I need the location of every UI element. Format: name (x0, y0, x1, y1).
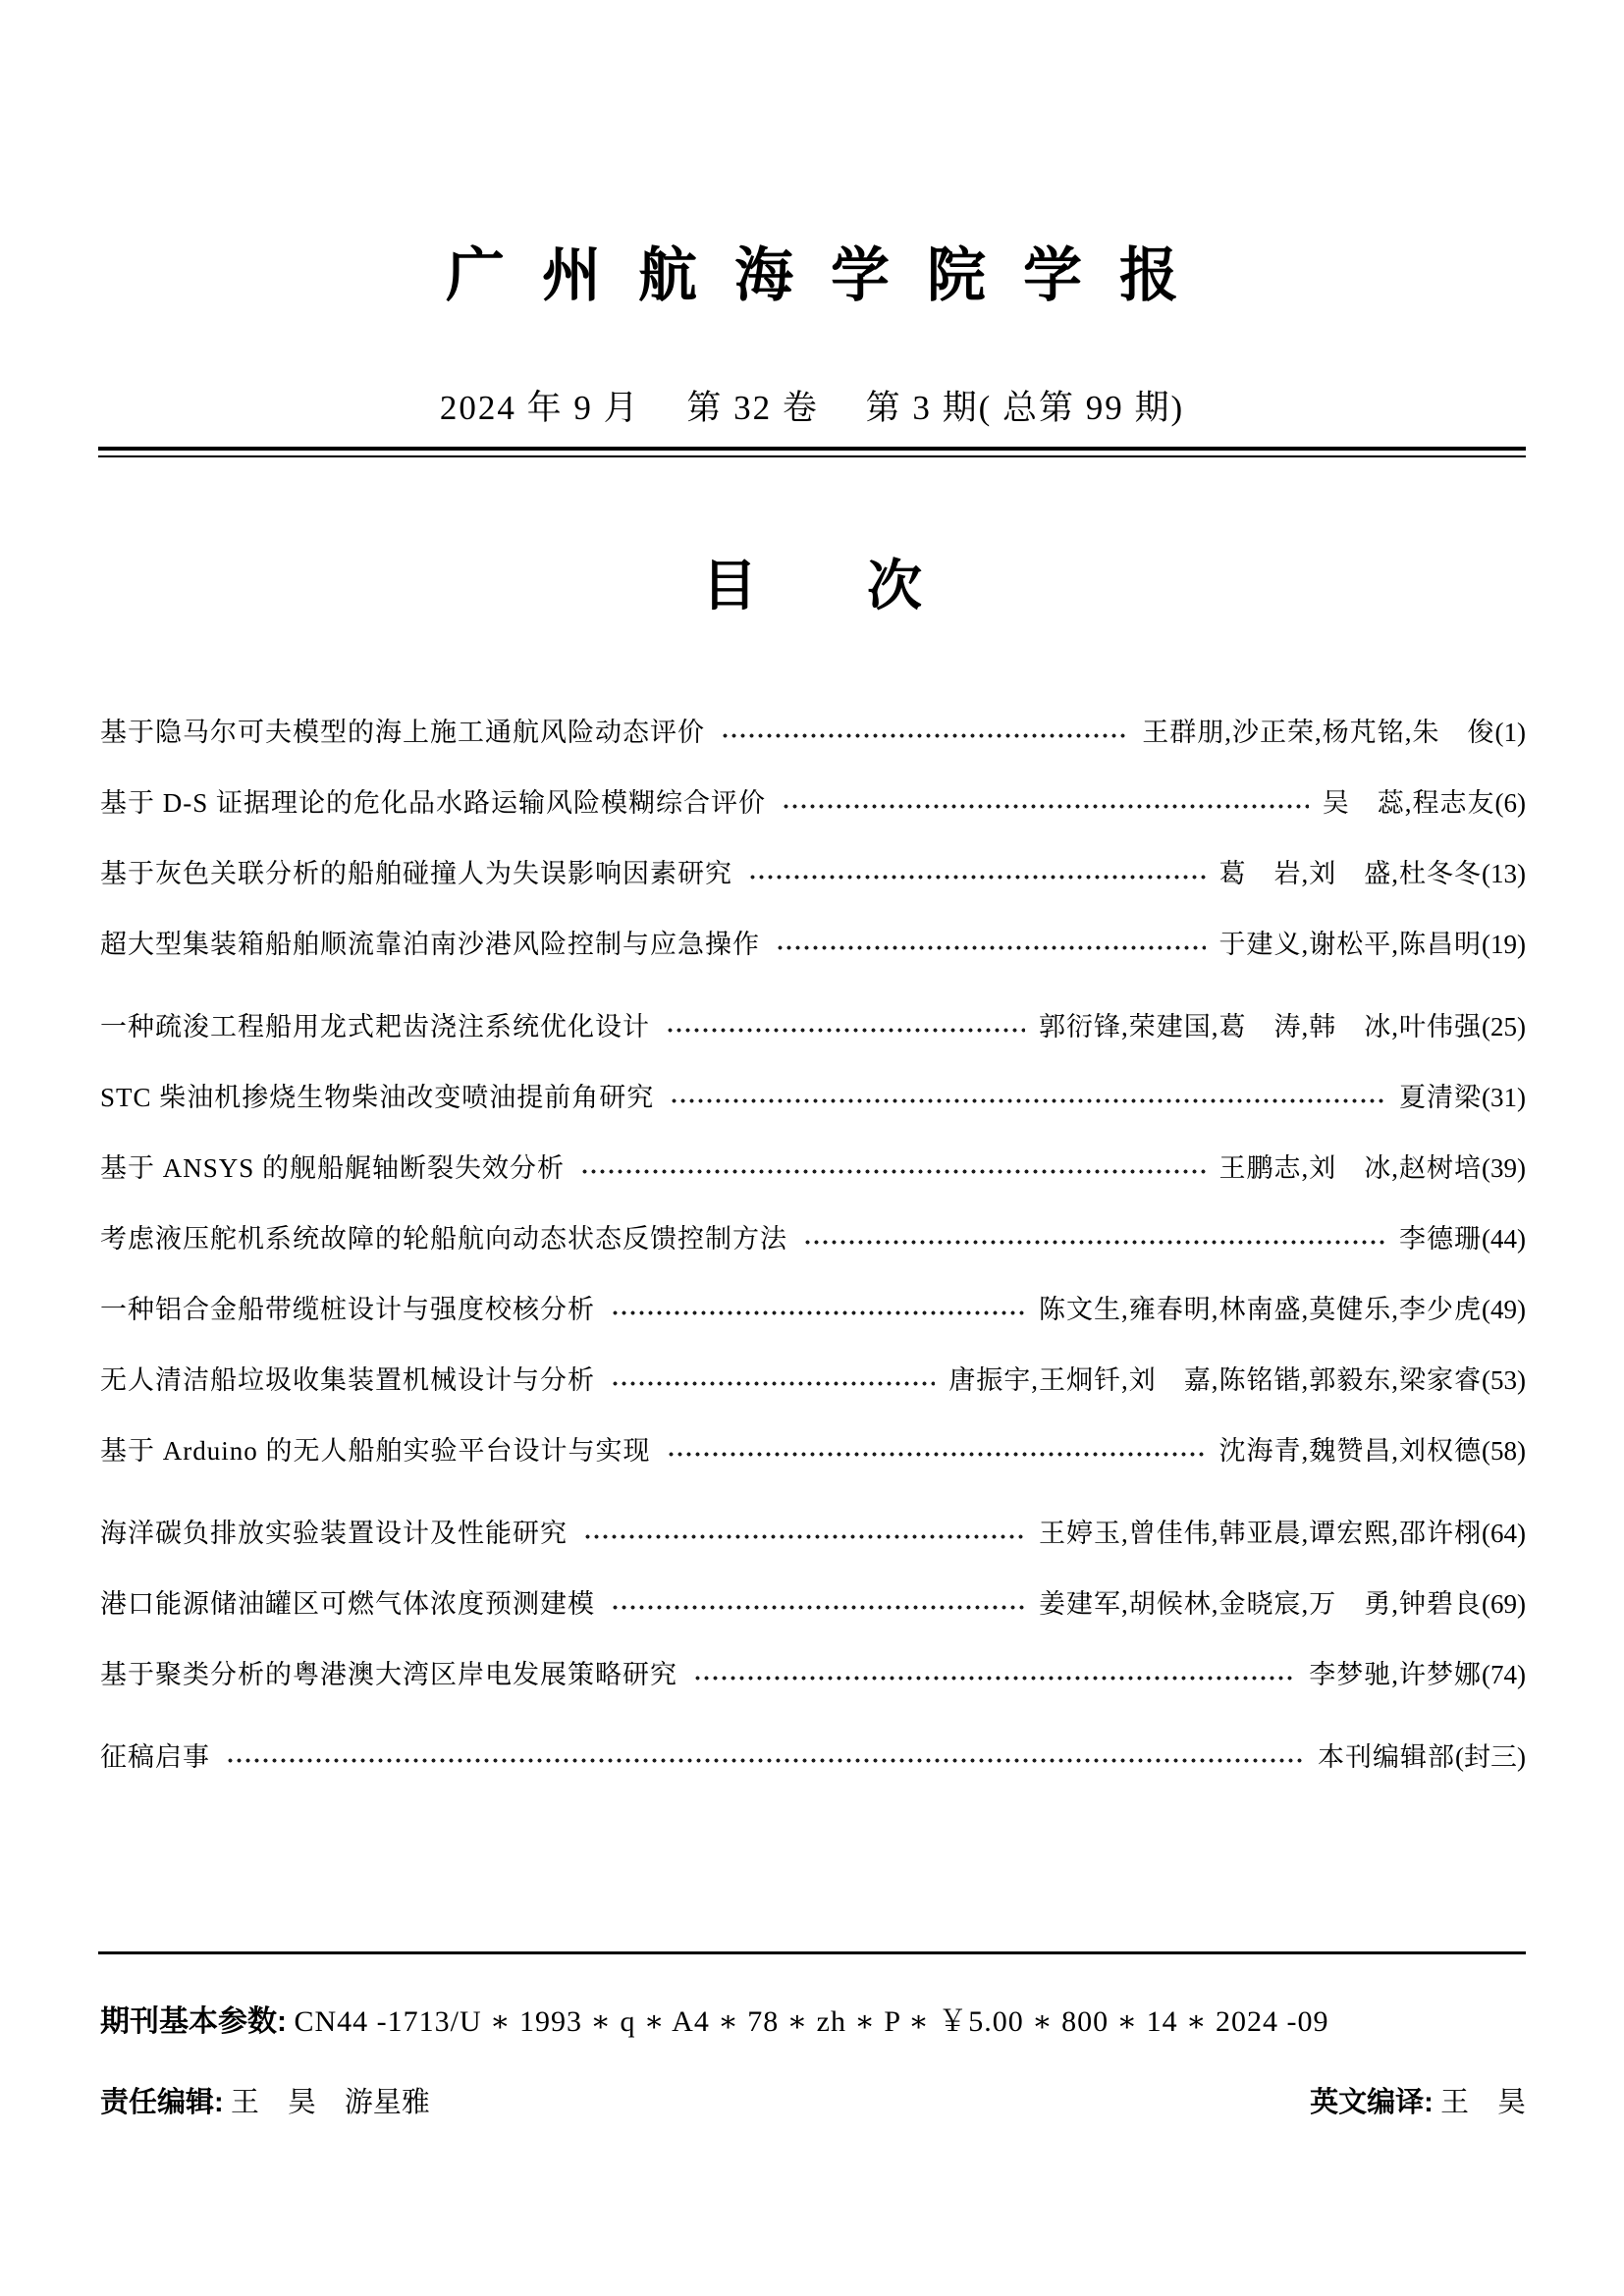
dot-leader (226, 1747, 1304, 1774)
issue-line: 2024 年 9 月 第 32 卷 第 3 期( 总第 99 期) (439, 389, 1185, 427)
article-title: 基于灰色关联分析的船舶碰撞人为失误影响因素研究 (100, 859, 732, 888)
article-authors: 唐振宇,王炯钎,刘 嘉,陈铭锴,郭毅东,梁家睿 (948, 1365, 1483, 1395)
article-authors: 吴 蕊,程志友 (1322, 788, 1495, 818)
toc-group-1 (100, 714, 1526, 963)
article-authors: 姜建军,胡候林,金晓宸,万 勇,钟碧良 (1039, 1589, 1483, 1619)
dot-leader (583, 1523, 1025, 1550)
responsible-editor-names: 王 昊 游星雅 (230, 2087, 430, 2118)
parameters-value: CN44 -1713/U ∗ 1993 ∗ q ∗ A4 ∗ 78 ∗ zh ∗ P ∗ ￥5.00 ∗ 800 ∗ 14 ∗ 2024 -09 (294, 2005, 1329, 2038)
journal-title: 广州航海学院学报 (446, 242, 1216, 308)
article-title: 基于聚类分析的粤港澳大湾区岸电发展策略研究 (100, 1660, 677, 1689)
toc-entry (100, 1079, 1526, 1116)
dot-leader (580, 1158, 1205, 1185)
article-authors: 葛 岩,刘 盛,杜冬冬 (1218, 859, 1483, 888)
notice-page: (封三) (1455, 1742, 1526, 1772)
dot-leader (670, 1088, 1385, 1114)
dot-leader (611, 1370, 935, 1397)
toc-entry (100, 1291, 1526, 1328)
dot-leader (782, 793, 1309, 820)
article-title: 超大型集装箱船舶顺流靠泊南沙港风险控制与应急操作 (100, 930, 760, 959)
article-page: (13) (1482, 859, 1526, 888)
article-page: (53) (1482, 1365, 1526, 1395)
article-page: (1) (1494, 718, 1526, 747)
article-page: (69) (1482, 1589, 1526, 1619)
toc-group-3 (100, 1515, 1526, 1693)
toc-entry (100, 926, 1526, 963)
toc-entry (100, 1585, 1526, 1623)
dot-leader (748, 864, 1206, 890)
article-authors: 王婷玉,曾佳伟,韩亚晨,谭宏熙,邵许栩 (1039, 1519, 1483, 1548)
english-translator (1310, 2085, 1526, 2122)
toc-entry (100, 855, 1526, 892)
article-authors: 沈海青,魏赞昌,刘权德 (1218, 1436, 1483, 1466)
article-authors: 李梦驰,许梦娜 (1309, 1660, 1483, 1689)
double-rule-divider (98, 447, 1526, 457)
journal-parameters-line (100, 2002, 1526, 2041)
toc-entry (100, 1432, 1526, 1469)
toc-entry (100, 714, 1526, 751)
article-authors: 陈文生,雍春明,林南盛,莫健乐,李少虎 (1039, 1295, 1483, 1324)
article-page: (64) (1482, 1519, 1526, 1548)
dot-leader (611, 1300, 1025, 1326)
article-authors: 王群朋,沙正荣,杨芃铭,朱 俊 (1142, 718, 1495, 747)
footer-rule-divider (98, 1951, 1526, 1954)
article-title: 无人清洁船垃圾收集装置机械设计与分析 (100, 1365, 595, 1395)
article-title: 考虑液压舵机系统故障的轮船航向动态状态反馈控制方法 (100, 1224, 787, 1254)
dot-leader (666, 1017, 1025, 1043)
article-title: 港口能源储油罐区可燃气体浓度预测建模 (100, 1589, 595, 1619)
editors-line (100, 2085, 1526, 2122)
dot-leader (611, 1594, 1025, 1621)
article-page: (44) (1482, 1224, 1526, 1254)
responsible-editor (100, 2085, 430, 2122)
toc-entry (100, 1008, 1526, 1045)
article-title: 一种疏浚工程船用龙式耙齿浇注系统优化设计 (100, 1012, 650, 1041)
toc-entry (100, 1362, 1526, 1399)
toc-entry (100, 1656, 1526, 1693)
article-page: (58) (1482, 1436, 1526, 1466)
notice-authors: 本刊编辑部 (1318, 1742, 1456, 1772)
article-page: (6) (1494, 788, 1526, 818)
toc-entry (100, 1220, 1526, 1257)
responsible-editor-label: 责任编辑: (100, 2087, 224, 2118)
toc-group-2 (100, 1008, 1526, 1469)
notice-title: 征稿启事 (100, 1742, 210, 1772)
article-title: 基于 Arduino 的无人船舶实验平台设计与实现 (100, 1436, 651, 1466)
article-title: 一种铝合金船带缆桩设计与强度校核分析 (100, 1295, 595, 1324)
article-page: (31) (1482, 1083, 1526, 1112)
article-page: (25) (1482, 1012, 1526, 1041)
toc-entry (100, 1149, 1526, 1187)
dot-leader (776, 934, 1206, 961)
article-title: 基于 ANSYS 的舰船艉轴断裂失效分析 (100, 1153, 566, 1183)
article-authors: 李德珊 (1399, 1224, 1483, 1254)
article-page: (49) (1482, 1295, 1526, 1324)
contents-heading: 目 次 (702, 555, 922, 616)
toc-entry (100, 1515, 1526, 1552)
article-title: 基于 D-S 证据理论的危化品水路运输风险模糊综合评价 (100, 788, 767, 818)
dot-leader (693, 1665, 1295, 1691)
article-authors: 郭衍锋,荣建国,葛 涛,韩 冰,叶伟强 (1039, 1012, 1483, 1041)
article-title: 基于隐马尔可夫模型的海上施工通航风险动态评价 (100, 718, 705, 747)
article-authors: 夏清梁 (1399, 1083, 1483, 1112)
dot-leader (667, 1441, 1206, 1468)
article-title: STC 柴油机掺烧生物柴油改变喷油提前角研究 (100, 1083, 655, 1112)
article-authors: 于建义,谢松平,陈昌明 (1218, 930, 1483, 959)
parameters-label: 期刊基本参数: (100, 2005, 287, 2038)
article-title: 海洋碳负排放实验装置设计及性能研究 (100, 1519, 568, 1548)
call-for-papers-entry (100, 1738, 1526, 1776)
english-translator-name: 王 昊 (1439, 2087, 1526, 2118)
article-page: (19) (1482, 930, 1526, 959)
dot-leader (721, 722, 1128, 749)
article-page: (39) (1482, 1153, 1526, 1183)
toc-entry (100, 784, 1526, 822)
article-page: (74) (1482, 1660, 1526, 1689)
table-of-contents (100, 714, 1526, 1809)
article-authors: 王鹏志,刘 冰,赵树培 (1218, 1153, 1483, 1183)
dot-leader (803, 1229, 1385, 1255)
english-translator-label: 英文编译: (1310, 2087, 1434, 2118)
